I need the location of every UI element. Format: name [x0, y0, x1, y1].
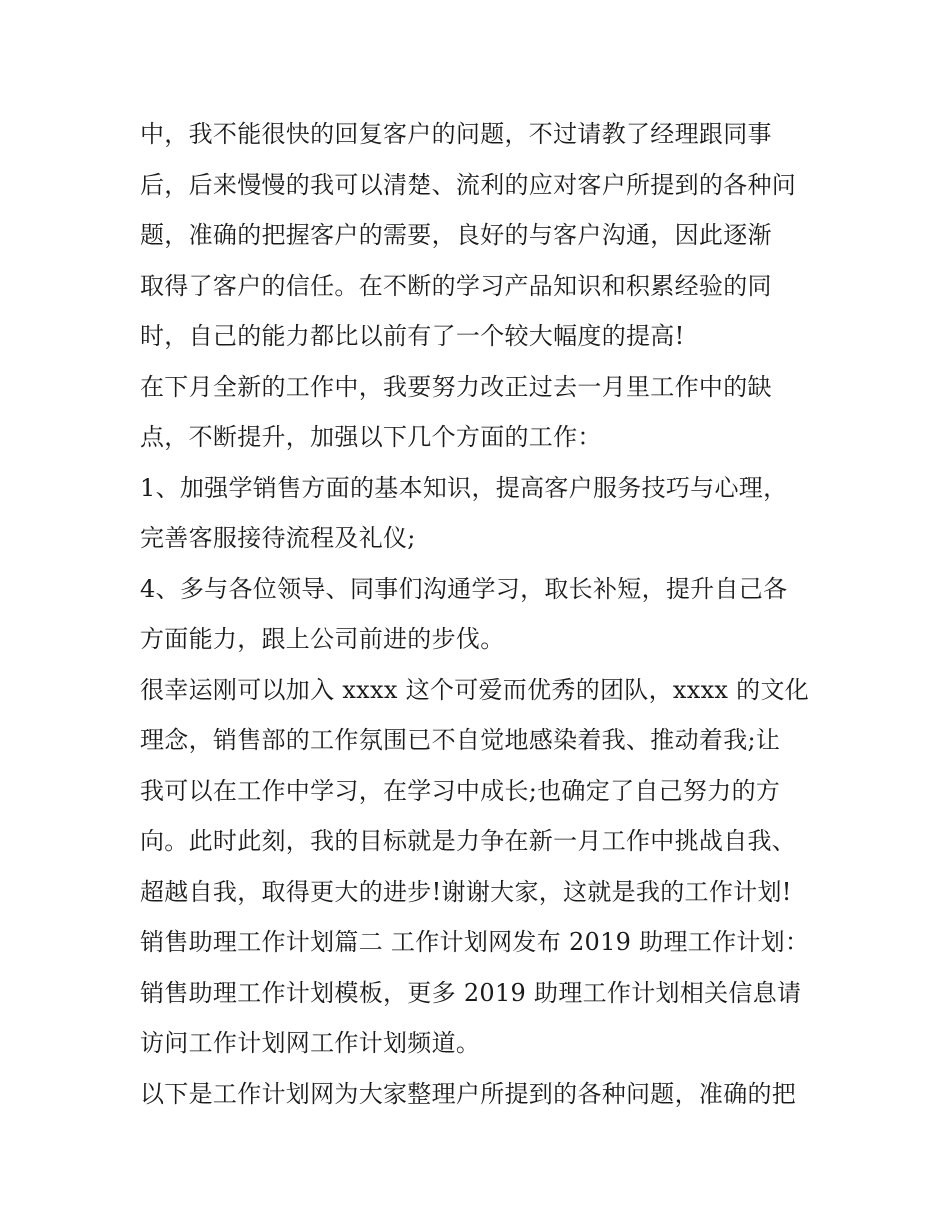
text-line: 点，不断提升，加强以下几个方面的工作： — [140, 423, 602, 451]
text-line: 题，准确的把握客户的需要，良好的与客户沟通，因此逐渐 — [140, 221, 772, 249]
text-line: 以下是工作计划网为大家整理户所提到的各种问题，准确的把 — [140, 1079, 797, 1108]
text-line: 销售助理工作计划篇二 工作计划网发布 2019 助理工作计划： — [140, 928, 810, 956]
document-body — [140, 109, 820, 1119]
text-line: 销售助理工作计划模板，更多 2019 助理工作计划相关信息请 — [140, 978, 802, 1007]
text-line: 方面能力，跟上公司前进的步伐。 — [140, 625, 505, 653]
text-line: 1、加强学销售方面的基本知识，提高客户服务技巧与心理， — [140, 473, 788, 502]
text-line: 取得了客户的信任。在不断的学习产品知识和积累经验的同 — [140, 271, 772, 300]
text-line: 向。此时此刻，我的目标就是力争在新一月工作中挑战自我、 — [140, 827, 797, 855]
text-line: 理念，销售部的工作氛围已不自觉地感染着我、推动着我;让 — [140, 726, 781, 754]
text-line: 我可以在工作中学习，在学习中成长;也确定了自己努力的方 — [140, 776, 781, 805]
text-line: 在下月全新的工作中，我要努力改正过去一月里工作中的缺 — [140, 372, 772, 401]
text-line: 完善客服接待流程及礼仪; — [140, 524, 416, 552]
text-line: 很幸运刚可以加入 xxxx 这个可爱而优秀的团队，xxxx 的文化 — [140, 675, 810, 704]
text-line: 中，我不能很快的回复客户的问题，不过请教了经理跟同事 — [140, 120, 772, 148]
text-line: 访问工作计划网工作计划频道。 — [140, 1029, 481, 1057]
text-line: 后，后来慢慢的我可以清楚、流利的应对客户所提到的各种问 — [140, 170, 797, 199]
text-line: 时，自己的能力都比以前有了一个较大幅度的提高! — [140, 322, 685, 350]
text-line: 超越自我，取得更大的进步!谢谢大家，这就是我的工作计划! — [140, 877, 792, 906]
text-line: 4、多与各位领导、同事们沟通学习，取长补短，提升自己各 — [140, 574, 788, 603]
